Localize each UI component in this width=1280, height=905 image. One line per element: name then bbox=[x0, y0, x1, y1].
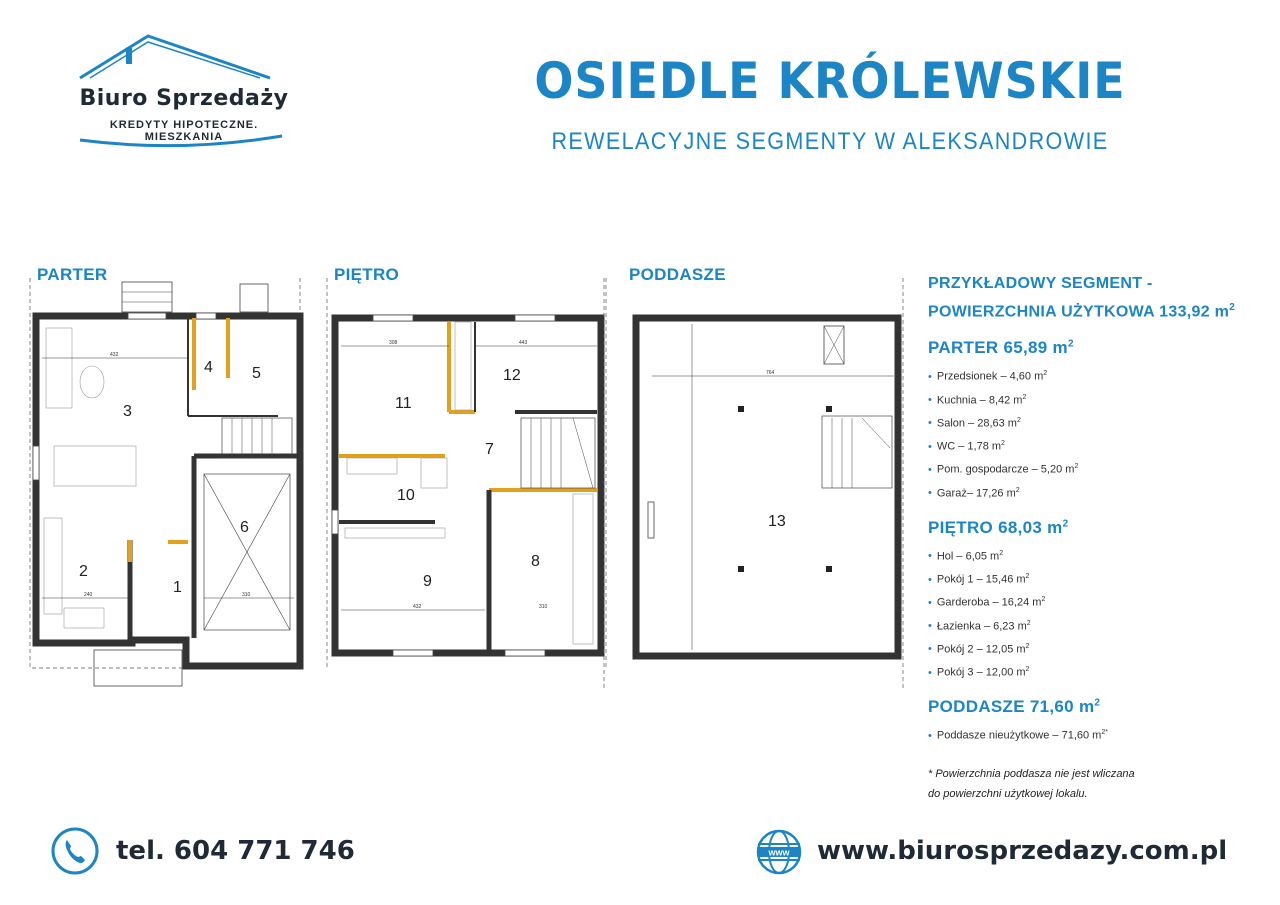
floor-label-pietro: PIĘTRO bbox=[334, 265, 400, 284]
footnote: * Powierzchnia poddasza nie jest wliczana do powierzchni użytkowej lokalu. bbox=[928, 768, 1135, 800]
brand-logo bbox=[60, 28, 300, 158]
globe-icon-label: www bbox=[768, 847, 790, 858]
page-subtitle: REWELACYJNE SEGMENTY W ALEKSANDROWIE bbox=[551, 128, 1109, 155]
room-10-label: 10 bbox=[397, 487, 415, 504]
section-list-pietro bbox=[928, 544, 1258, 684]
list-item: • Pom. gospodarcze – 5,20 $m^2$ bbox=[928, 457, 1258, 480]
section-title-parter: PARTER 65,89 $m^2$ bbox=[928, 338, 1074, 358]
room-1-label: 1 bbox=[173, 579, 182, 596]
floor-label-parter: PARTER bbox=[37, 265, 108, 284]
svg-text:308: 308 bbox=[389, 340, 398, 346]
floor-plan-poddasze bbox=[600, 278, 910, 698]
list-item: • Pokój 1 – 15,46 $m^2$ bbox=[928, 567, 1258, 590]
list-item: • Garaż– 17,26 $m^2$ bbox=[928, 481, 1258, 504]
svg-text:240: 240 bbox=[84, 592, 93, 598]
room-6-label: 6 bbox=[240, 519, 249, 536]
page-title: OSIEDLE KRÓLEWSKIE bbox=[534, 52, 1126, 110]
list-item: • Łazienka – 6,23 $m^2$ bbox=[928, 614, 1258, 637]
svg-text:764: 764 bbox=[766, 370, 775, 376]
section-list-parter bbox=[928, 364, 1258, 504]
svg-text:310: 310 bbox=[242, 592, 251, 598]
room-7-label: 7 bbox=[485, 441, 494, 458]
section-title-poddasze: PODDASZE 71,60 $m^2$ bbox=[928, 697, 1101, 717]
room-3-label: 3 bbox=[123, 403, 132, 420]
room-2-label: 2 bbox=[79, 563, 88, 580]
phone-icon bbox=[50, 826, 100, 876]
svg-text:432: 432 bbox=[413, 604, 422, 610]
room-9-label: 9 bbox=[423, 573, 432, 590]
section-list-poddasze bbox=[928, 723, 1258, 746]
list-item: • Salon – 28,63 $m^2$ bbox=[928, 411, 1258, 434]
room-12-label: 12 bbox=[503, 367, 521, 384]
list-item: • WC – 1,78 $m^2$ bbox=[928, 434, 1258, 457]
website-link[interactable]: www.biurosprzedazy.com.pl bbox=[817, 836, 1228, 866]
phone-number[interactable]: tel. 604 771 746 bbox=[116, 836, 355, 866]
list-item: • Garderoba – 16,24 $m^2$ bbox=[928, 590, 1258, 613]
brand-tagline: KREDYTY HIPOTECZNE. MIESZKANIA bbox=[109, 119, 259, 143]
globe-icon bbox=[755, 828, 803, 876]
brand-name: Biuro Sprzedaży bbox=[79, 86, 289, 111]
room-13-label: 13 bbox=[768, 513, 786, 530]
floor-plan-pietro bbox=[325, 278, 610, 690]
section-title-pietro: PIĘTRO 68,03 $m^2$ bbox=[928, 517, 1069, 537]
svg-text:432: 432 bbox=[110, 352, 119, 358]
floor-plan-parter bbox=[28, 278, 308, 690]
svg-text:443: 443 bbox=[519, 340, 528, 346]
svg-text:310: 310 bbox=[539, 604, 548, 610]
list-item: • Pokój 3 – 12,00 $m^2$ bbox=[928, 660, 1258, 683]
list-item: • Poddasze nieużytkowe – 71,60 $m^{2*}$ bbox=[928, 723, 1258, 746]
room-8-label: 8 bbox=[531, 553, 540, 570]
list-item: • Kuchnia – 8,42 $m^2$ bbox=[928, 388, 1258, 411]
room-5-label: 5 bbox=[252, 365, 261, 382]
room-4-label: 4 bbox=[204, 359, 213, 376]
floor-label-poddasze: PODDASZE bbox=[629, 265, 726, 284]
list-item: • Hol – 6,05 $m^2$ bbox=[928, 544, 1258, 567]
room-11-label: 11 bbox=[395, 395, 412, 412]
summary-panel bbox=[928, 272, 1258, 747]
list-item: • Przedsionek – 4,60 $m^2$ bbox=[928, 364, 1258, 387]
summary-heading: PRZYKŁADOWY SEGMENT - POWIERZCHNIA UŻYTKOWA 133,92 $m^2$ bbox=[928, 275, 1236, 321]
list-item: • Pokój 2 – 12,05 $m^2$ bbox=[928, 637, 1258, 660]
